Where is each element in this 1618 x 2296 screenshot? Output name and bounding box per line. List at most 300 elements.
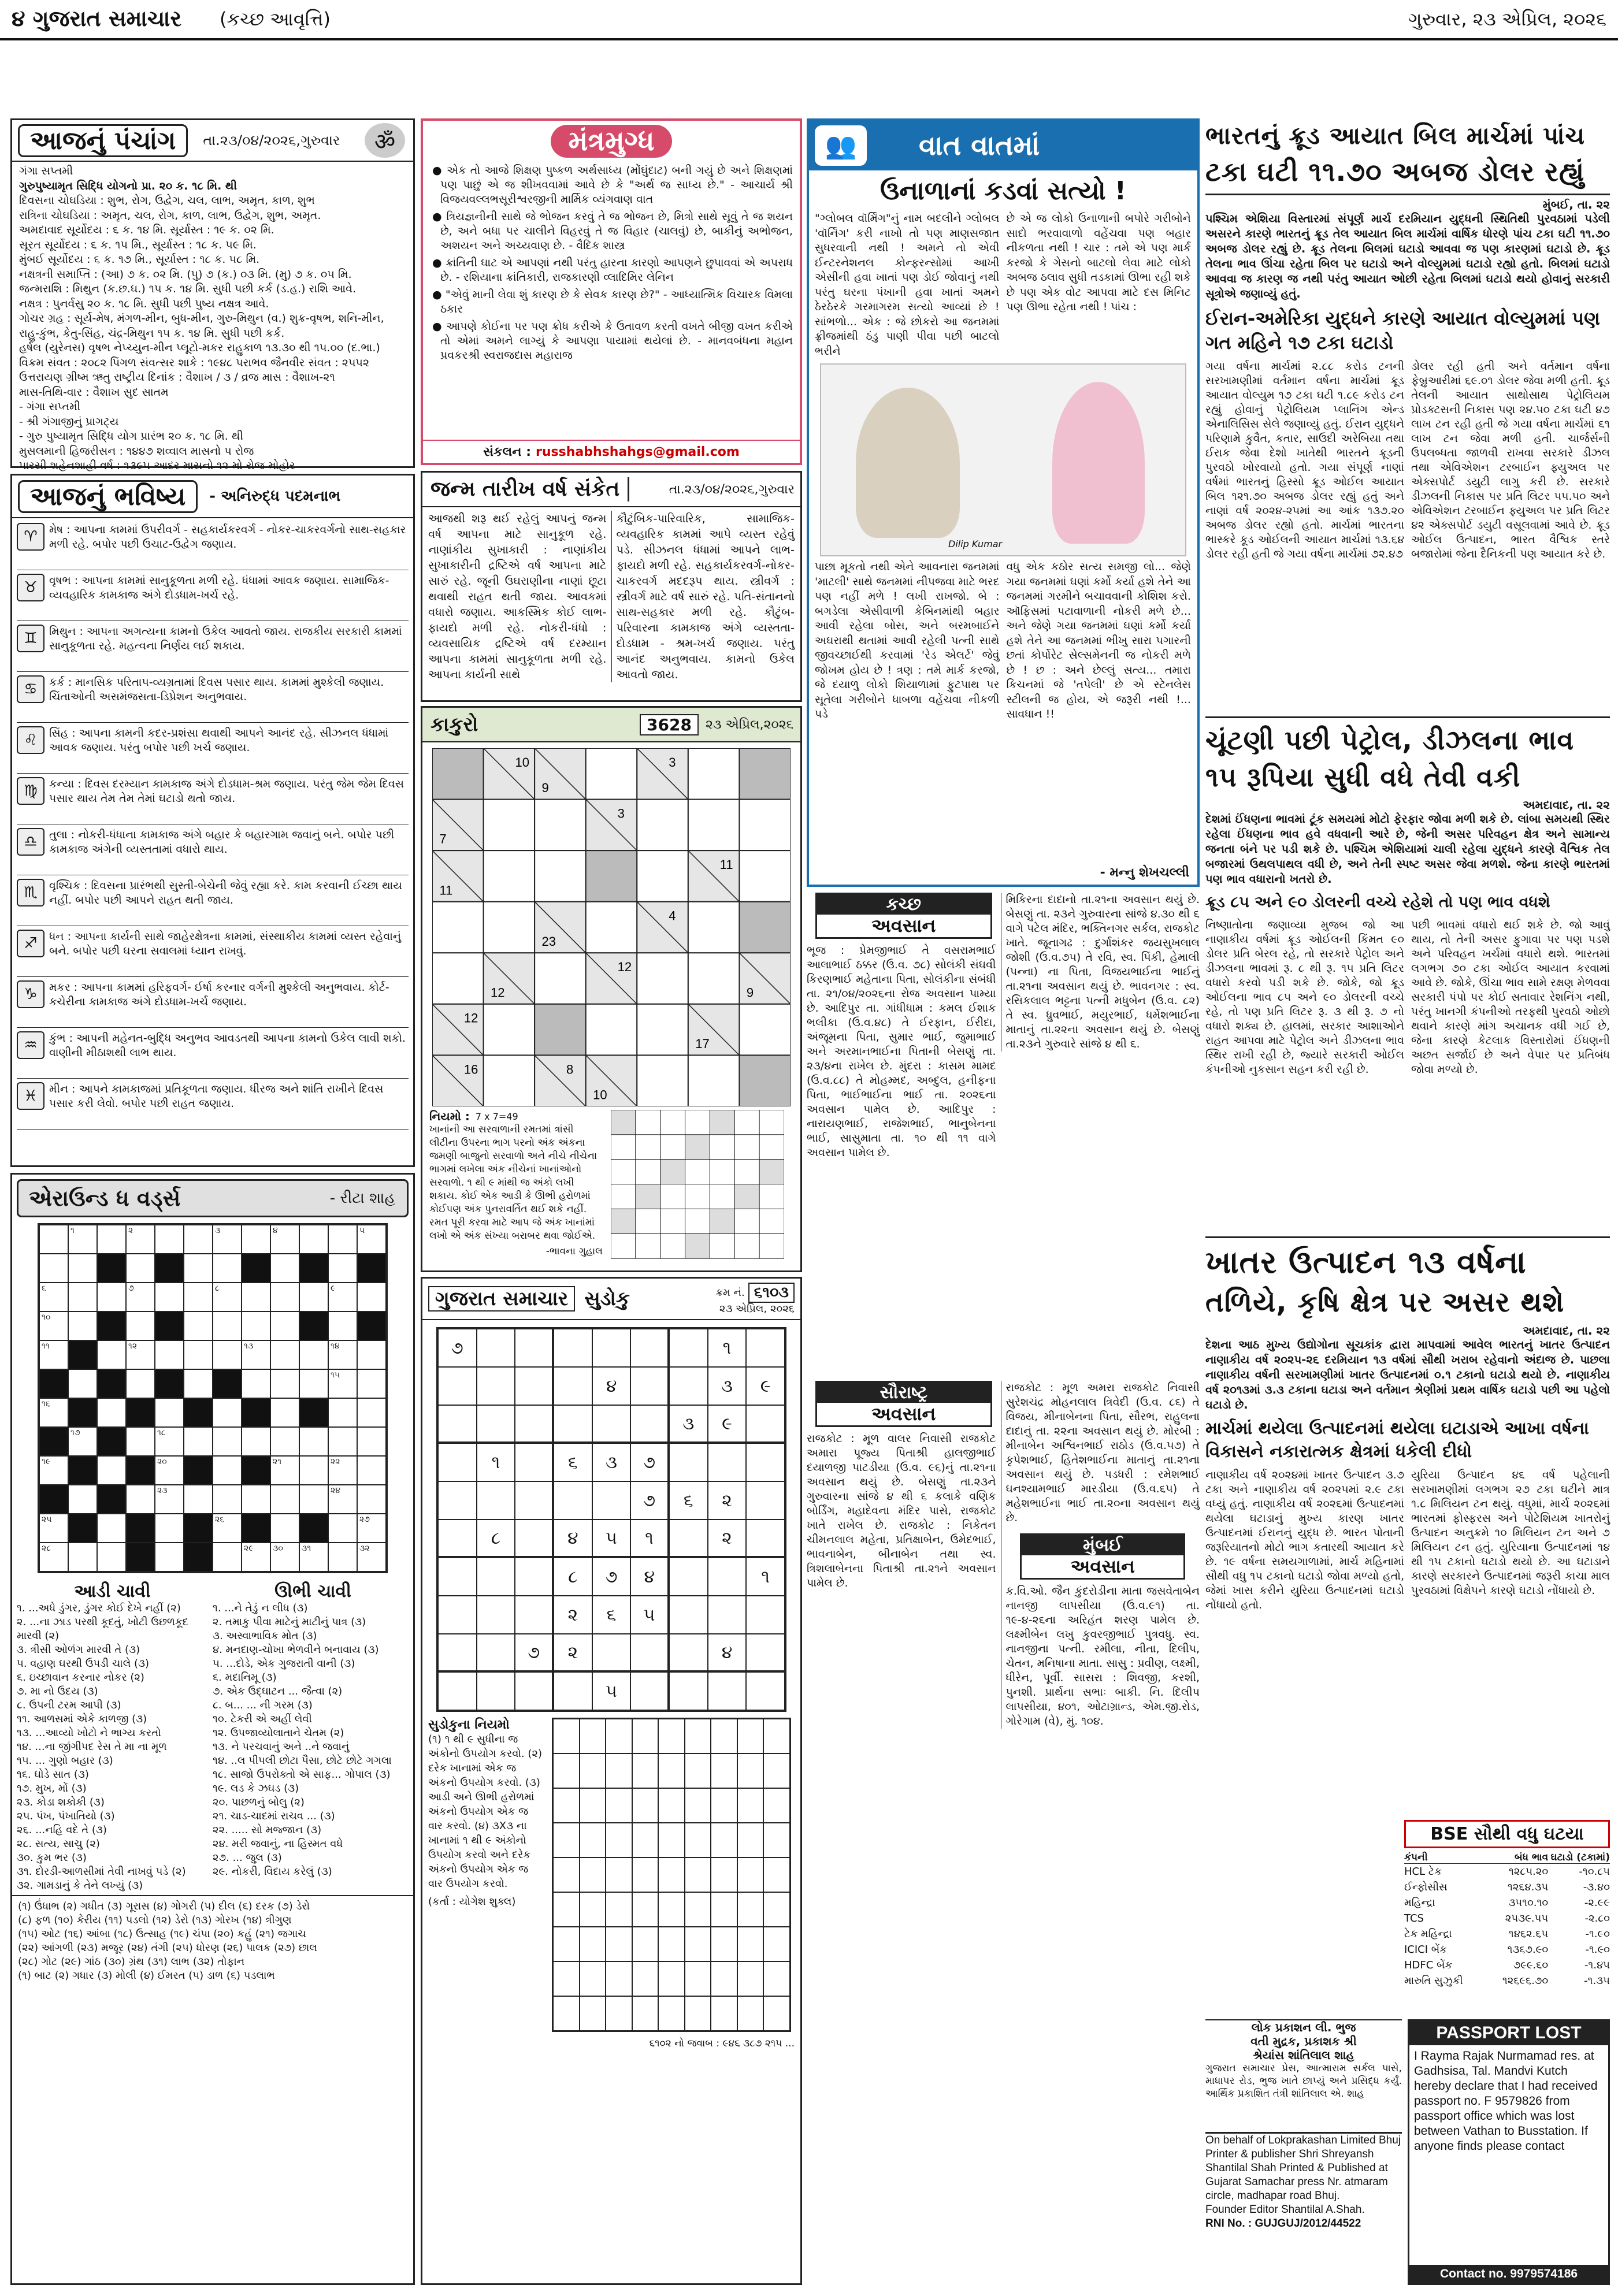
crossword-cell[interactable] — [357, 1543, 386, 1571]
crossword-cell[interactable] — [68, 1312, 97, 1340]
crossword-cell[interactable] — [213, 1340, 242, 1369]
kakuro-cell — [739, 902, 791, 953]
panchang-box — [10, 118, 415, 472]
sudoku-cell[interactable] — [554, 1405, 592, 1443]
sudoku-cell[interactable] — [438, 1405, 477, 1443]
crossword-cell[interactable] — [126, 1254, 155, 1283]
crossword-cell[interactable] — [328, 1312, 357, 1340]
sudoku-answer-cell — [737, 1823, 764, 1857]
crossword-cell[interactable] — [155, 1485, 184, 1514]
sudoku-cell[interactable] — [515, 1443, 554, 1481]
crossword-cell[interactable] — [213, 1312, 242, 1340]
kakuro-cell[interactable] — [586, 748, 637, 800]
crossword-cell[interactable] — [213, 1456, 242, 1485]
kakuro-clue: 10 — [515, 755, 529, 770]
crossword-cell[interactable] — [68, 1485, 97, 1514]
sudoku-cell[interactable] — [592, 1329, 631, 1367]
sudoku-cell[interactable] — [630, 1329, 669, 1367]
sudoku-cell[interactable] — [477, 1558, 515, 1596]
sudoku-cell[interactable] — [630, 1634, 669, 1672]
rashi-icon: ♏ — [17, 879, 44, 906]
cartoon-man — [856, 388, 960, 538]
sudoku-cell[interactable] — [477, 1367, 515, 1405]
kakuro-cell[interactable] — [637, 1055, 688, 1106]
crossword-cell[interactable] — [242, 1312, 270, 1340]
sudoku-cell[interactable]: ૨ — [708, 1519, 747, 1558]
sudoku-cell[interactable] — [746, 1634, 785, 1672]
sudoku-cell[interactable] — [515, 1519, 554, 1558]
kakuro-cell[interactable] — [637, 800, 688, 851]
bse-fall: -૩.૪૦ — [1583, 1881, 1610, 1893]
crossword-cell[interactable] — [184, 1225, 213, 1254]
crossword-cell[interactable] — [68, 1427, 97, 1456]
crossword-cell[interactable] — [184, 1369, 213, 1398]
kakuro-cell[interactable] — [535, 850, 586, 902]
sudoku-answer-cell — [632, 1788, 659, 1823]
crossword-cell[interactable] — [39, 1514, 68, 1543]
mantra-quote: ● ક્રાંતિની ઘાટ એ આપણાં નથી પરંતુ હારના કારણો આપણને છુપાવવાં એ અપરાધ છે. - રશિયાના ક્રાંતિકારી, રાજકારણી વ્લાદિમિર લેનિન — [432, 257, 793, 284]
passport-contact: Contact no. 9979574186 — [1409, 2265, 1608, 2283]
crossword-cell[interactable] — [184, 1312, 213, 1340]
crossword-cell[interactable] — [97, 1283, 126, 1312]
crossword-cell[interactable] — [39, 1254, 68, 1283]
crossword-cell[interactable] — [213, 1283, 242, 1312]
crossword-cell[interactable] — [328, 1369, 357, 1398]
cell-number: ૨૫ — [42, 1515, 52, 1524]
sudoku-cell[interactable]: ૭ — [592, 1558, 631, 1596]
sudoku-cell[interactable]: ૯ — [708, 1405, 747, 1443]
sudoku-cell[interactable]: ૪ — [708, 1634, 747, 1672]
panchang-line: - ગુરુ પુષ્યામૃત સિદ્ધિ યોગ પ્રારંભ ૨૦ ક. ૧૮ મિ. થી — [19, 430, 243, 443]
sudoku-cell[interactable]: ૩ — [592, 1443, 631, 1481]
crossword-cell[interactable] — [68, 1225, 97, 1254]
sudoku-cell[interactable] — [708, 1672, 747, 1710]
kakuro-answer-cell — [685, 1234, 710, 1258]
contact-email[interactable]: russhabhshahgs@gmail.com — [536, 444, 740, 459]
across-clue: ૨૬. ...નહિ વદે તે (૩) — [17, 1824, 107, 1836]
crossword-cell[interactable] — [357, 1225, 386, 1254]
sudoku-cell[interactable] — [477, 1672, 515, 1710]
crossword-cell[interactable] — [242, 1283, 270, 1312]
crossword-cell[interactable] — [357, 1514, 386, 1543]
vaat-icon: 👥 — [815, 125, 867, 166]
sudoku-cell[interactable] — [592, 1405, 631, 1443]
passport-lost-ad — [1408, 2019, 1610, 2285]
crossword-cell[interactable] — [357, 1427, 386, 1456]
kakuro-cell[interactable] — [535, 953, 586, 1004]
sudoku-cell[interactable] — [746, 1405, 785, 1443]
crossword-cell[interactable] — [39, 1225, 68, 1254]
crossword-cell[interactable] — [270, 1514, 299, 1543]
crossword-cell[interactable] — [299, 1369, 328, 1398]
crossword-cell[interactable] — [213, 1485, 242, 1514]
down-clue: ૧. ...ને તેડું ન લીધ (૩) — [213, 1602, 308, 1614]
kakuro-cell[interactable] — [484, 800, 535, 851]
sudoku-cell[interactable]: ૮ — [477, 1519, 515, 1558]
crossword-cell[interactable] — [155, 1427, 184, 1456]
sudoku-answer-cell — [763, 1996, 790, 2031]
crossword-cell[interactable] — [270, 1340, 299, 1369]
cell-number: ૬ — [42, 1284, 46, 1293]
sudoku-cell[interactable] — [438, 1519, 477, 1558]
crossword-cell — [68, 1514, 97, 1543]
crossword-cell[interactable] — [242, 1340, 270, 1369]
kakuro-cell[interactable] — [637, 953, 688, 1004]
crossword-cell[interactable] — [39, 1398, 68, 1427]
crossword-cell[interactable] — [126, 1485, 155, 1514]
sudoku-cell[interactable]: ૧ — [708, 1329, 747, 1367]
crossword-cell[interactable] — [68, 1543, 97, 1571]
sudoku-cell[interactable] — [438, 1672, 477, 1710]
panchang-date: તા.૨૩/૦૪/૨૦૨૬,ગુરુવાર — [203, 132, 340, 148]
crossword-cell[interactable] — [184, 1427, 213, 1456]
sudoku-paper: ગુજરાત સમાચાર — [428, 1286, 575, 1312]
crossword-cell[interactable] — [270, 1254, 299, 1283]
kakuro-cell — [586, 850, 637, 902]
crossword-cell[interactable] — [242, 1427, 270, 1456]
sudoku-cell[interactable] — [746, 1672, 785, 1710]
kakuro-cell[interactable] — [688, 1055, 740, 1106]
crossword-cell[interactable] — [184, 1485, 213, 1514]
sudoku-cell[interactable] — [554, 1329, 592, 1367]
sudoku-cell[interactable] — [438, 1558, 477, 1596]
crossword-cell[interactable] — [213, 1225, 242, 1254]
panchang-line: નક્ષત્ર : પુનર્વસુ ૨૦ ક. ૧૮ મિ. સુધી પછી પુષ્ય નક્ષત્ર આવે. — [19, 297, 269, 310]
crossword-cell — [97, 1427, 126, 1456]
sudoku-cell[interactable] — [592, 1634, 631, 1672]
sudoku-cell[interactable]: ૭ — [630, 1481, 669, 1519]
down-clue: ૬. મદાનિમૂ (૩) — [213, 1671, 277, 1684]
crossword-cell[interactable] — [328, 1485, 357, 1514]
kakuro-cell[interactable] — [688, 953, 740, 1004]
crossword-cell[interactable] — [299, 1456, 328, 1485]
crossword-cell[interactable] — [68, 1283, 97, 1312]
sudoku-cell[interactable]: ૩ — [669, 1405, 708, 1443]
crossword-cell[interactable] — [270, 1312, 299, 1340]
sudoku-cell[interactable] — [592, 1481, 631, 1519]
crossword-cell[interactable] — [39, 1340, 68, 1369]
crossword-cell[interactable] — [126, 1225, 155, 1254]
kakuro-cell[interactable] — [484, 850, 535, 902]
crossword-cell[interactable] — [328, 1283, 357, 1312]
panchang-title: આજનું પંચાંગ — [18, 124, 188, 157]
sudoku-cell[interactable] — [746, 1519, 785, 1558]
kakuro-cell[interactable] — [739, 850, 791, 902]
sudoku-cell[interactable]: ૪ — [592, 1367, 631, 1405]
crossword-cell[interactable] — [213, 1398, 242, 1427]
sudoku-cell[interactable] — [477, 1405, 515, 1443]
panchang-line: દિવસના ચોઘડિયા : શુભ, રોગ, ઉદ્વેગ, ચલ, લાભ, અમૃત, કાળ, શુભ — [19, 194, 315, 207]
crossword-cell[interactable] — [328, 1398, 357, 1427]
sudoku-cell[interactable] — [669, 1367, 708, 1405]
crossword-cell[interactable] — [184, 1283, 213, 1312]
sudoku-cell[interactable]: ૧ — [630, 1519, 669, 1558]
crossword-cell[interactable] — [39, 1456, 68, 1485]
sudoku-answer-cell — [553, 1961, 580, 1996]
sudoku-cell[interactable] — [438, 1596, 477, 1634]
sudoku-cell[interactable] — [515, 1367, 554, 1405]
sudoku-cell[interactable] — [708, 1558, 747, 1596]
crossword-cell[interactable] — [328, 1514, 357, 1543]
sudoku-cell[interactable]: ૨ — [708, 1481, 747, 1519]
answers-line: (૧) બાટ (૨) ગધાર (૩) મોલી (૪) ઈમરત (૫) ડાળ (૬) પડલાભ — [18, 1970, 275, 1982]
vaat-left: "ગ્લોબલ વૉર્મિંગ"નું નામ બદલીને ગ્લોબલ 'વૉર્નિંગ' કરી નાખો તો પણ માણસજાત સુધરવાની નથી ! અમને તો એવી ઈન્ટરનેશનલ કોન્ફરન્સોમાં આખી એસીની હવા ખાતાં પણ ડોઈ જોવાનું નથી પરંતુ ઘરના પંખાની હવા ખાતાં અમને ઠેરઠેરકે ગરમાગરમ સત્યો આવ્યાં છે ! સાંભળો... એક : જે છોકરો આ જનમમાં ફ્રીજમાંથી ઠંડુ પાણી પીવા પછી બાટલો ભરીને — [815, 212, 1000, 358]
kakuro-cell[interactable] — [432, 953, 484, 1004]
sudoku-answer-cell — [553, 1823, 580, 1857]
sudoku-cell[interactable] — [554, 1367, 592, 1405]
sudoku-cell[interactable]: ૪ — [630, 1558, 669, 1596]
bse-company: મહિન્દ્રા — [1404, 1897, 1435, 1909]
sudoku-cell[interactable] — [477, 1481, 515, 1519]
sudoku-answer-cell — [580, 1996, 606, 2031]
sudoku-cell[interactable] — [438, 1481, 477, 1519]
crossword-cell[interactable] — [97, 1456, 126, 1485]
crossword-cell[interactable] — [328, 1427, 357, 1456]
crossword-cell[interactable] — [97, 1514, 126, 1543]
crossword-cell[interactable] — [328, 1543, 357, 1571]
sudoku-cell[interactable] — [515, 1558, 554, 1596]
sudoku-cell[interactable]: ૯ — [746, 1367, 785, 1405]
kakuro-cell[interactable] — [586, 1004, 637, 1056]
crude-subheadline: ઈરાન-અમેરિકા યુદ્ધને કારણે આયાત વોલ્યુમમાં પણ ગત મહિને ૧૭ ટકા ઘટાડો — [1205, 307, 1600, 354]
crossword-cell[interactable] — [155, 1456, 184, 1485]
sudoku-cell[interactable]: ૧ — [746, 1558, 785, 1596]
sudoku-cell[interactable] — [477, 1596, 515, 1634]
sudoku-cell[interactable] — [477, 1329, 515, 1367]
avsan-kutch-region: કચ્છ — [817, 894, 990, 915]
bse-company: ICICI બેંક — [1404, 1944, 1447, 1956]
sudoku-cell[interactable]: ૭ — [515, 1634, 554, 1672]
crossword-cell[interactable] — [357, 1485, 386, 1514]
sudoku-cell[interactable] — [669, 1558, 708, 1596]
crossword-cell[interactable] — [357, 1456, 386, 1485]
crossword-cell[interactable] — [213, 1514, 242, 1543]
kakuro-cell[interactable] — [586, 902, 637, 953]
rashi-item — [17, 824, 409, 875]
sudoku-cell[interactable] — [630, 1367, 669, 1405]
bse-row — [1404, 1957, 1610, 1973]
crossword-cell[interactable] — [97, 1398, 126, 1427]
kakuro-clue: 9 — [541, 781, 549, 796]
crossword-cell[interactable] — [270, 1427, 299, 1456]
crossword-cell[interactable] — [299, 1485, 328, 1514]
crossword-cell[interactable] — [299, 1283, 328, 1312]
kakuro-cell[interactable] — [739, 1004, 791, 1056]
sudoku-cell[interactable]: ૫ — [592, 1519, 631, 1558]
sudoku-cell[interactable] — [515, 1481, 554, 1519]
crossword-cell[interactable] — [126, 1340, 155, 1369]
sudoku-cell[interactable] — [630, 1672, 669, 1710]
crossword-cell[interactable] — [155, 1340, 184, 1369]
rashi-icon: ♉ — [17, 574, 44, 601]
crossword-cell[interactable] — [270, 1398, 299, 1427]
crossword-cell[interactable] — [97, 1225, 126, 1254]
crossword-cell[interactable] — [270, 1456, 299, 1485]
crossword-cell — [184, 1398, 213, 1427]
crossword-cell[interactable] — [270, 1283, 299, 1312]
crossword-cell[interactable] — [213, 1254, 242, 1283]
kakuro-cell[interactable] — [688, 748, 740, 800]
bse-close: ૧૩૬૭.૯૦ — [1507, 1944, 1549, 1956]
panchang-line: હર્ષલ (યુરેનસ) વૃષભ નેપ્ચ્યુન-મીન પ્લૂટો-મકર રાહુકાળ ૧૩.૩૦ થી ૧૫.૦૦ (દ.ભા.) — [19, 341, 380, 354]
crossword-cell[interactable] — [184, 1340, 213, 1369]
crossword-cell[interactable] — [68, 1254, 97, 1283]
crossword-cell[interactable] — [299, 1543, 328, 1571]
sudoku-cell[interactable] — [746, 1481, 785, 1519]
sudoku-cell[interactable] — [477, 1634, 515, 1672]
crossword-cell[interactable] — [97, 1543, 126, 1571]
sudoku-cell[interactable]: ૬ — [669, 1481, 708, 1519]
crossword-cell[interactable] — [299, 1225, 328, 1254]
sudoku-answer-cell — [606, 1719, 632, 1753]
sudoku-answer-cell — [763, 1961, 790, 1996]
kakuro-cell[interactable] — [637, 850, 688, 902]
sudoku-cell[interactable] — [669, 1634, 708, 1672]
petrol-dateline: અમદાવાદ, તા. ૨૨ — [1523, 798, 1610, 812]
crossword-cell[interactable] — [357, 1283, 386, 1312]
crossword-cell[interactable] — [126, 1427, 155, 1456]
crossword-cell[interactable] — [126, 1369, 155, 1398]
sudoku-cell[interactable] — [669, 1596, 708, 1634]
sudoku-answer-cell — [763, 1788, 790, 1823]
across-clue: ૩૦. કુમ ભર (૩) — [17, 1852, 87, 1864]
crossword-cell[interactable] — [328, 1456, 357, 1485]
sudoku-cell[interactable] — [669, 1672, 708, 1710]
crude-body-1: ગયા વર્ષના માર્ચમાં ૨.૮૮ કરોડ ટનની સરખામણીમાં વર્તમાન વર્ષના માર્ચમાં ક્રૂડ આયાત વોલ્યુમ ૧૭ ટકા ઘટી ૧.૮૯ કરોડ ટન રહ્યું હોવાનું પેટ્રોલિયમ પ્લાનિંગ એન્ડ એનાલિસિસ સેલે જણાવ્યું હતું. ઈરાન યુદ્ધને પરિણામે કુવૈત, કતાર, સાઉદી અરેબિયા તથા ઈરાક જેવા દેશો ખાતેથી ભારતને ક્રૂડની પુરવઠો ખોરવાયો હતો. ગયા સંપૂર્ણ નાણાં વર્ષમાં ભારતનું હિસ્સો ક્રૂડ ઓઈલ આયાત બિલ ૧૨૧.૭૦ અબજ ડોલર રહ્યું હતું અને નાણાં વર્ષ ૨૦૨૪-૨૫માં આ આંક ૧૩૭.૨૦ અબજ ડોલર રહ્યો હતો. માર્ચમાં ભારતના ભાસ્કરે કૂડ ઓઈલની આયાત માર્ચમાં ૧૩.૬૪ ડોલર રહી હતી જે ગયા વર્ષના માર્ચમાં ૭૨.૪૭ — [1205, 360, 1404, 560]
sudoku-cell[interactable]: ૩ — [708, 1367, 747, 1405]
crossword-cell[interactable] — [357, 1340, 386, 1369]
sudoku-cell[interactable]: ૬ — [554, 1443, 592, 1481]
cell-number: ૨૬ — [215, 1515, 225, 1524]
crossword-cell[interactable] — [155, 1225, 184, 1254]
crossword-cell[interactable] — [155, 1543, 184, 1571]
sudoku-cell[interactable] — [515, 1329, 554, 1367]
sudoku-cell[interactable]: ૨ — [554, 1634, 592, 1672]
bse-row — [1404, 1864, 1610, 1879]
sudoku-cell[interactable] — [554, 1672, 592, 1710]
down-clue: ૧૨. ઉપજાવ્યોલાતાને ચેતમ (૨) — [213, 1727, 344, 1739]
kakuro-cell[interactable] — [484, 1004, 535, 1056]
crossword-cell[interactable] — [242, 1369, 270, 1398]
sudoku-cell[interactable]: ૧ — [477, 1443, 515, 1481]
crossword-cell[interactable] — [155, 1398, 184, 1427]
sudoku-cell[interactable]: ૪ — [554, 1519, 592, 1558]
crossword-cell[interactable] — [242, 1225, 270, 1254]
sudoku-cell[interactable] — [630, 1405, 669, 1443]
crossword-cell[interactable] — [270, 1369, 299, 1398]
kakuro-cell[interactable] — [688, 902, 740, 953]
crossword-cell[interactable] — [39, 1312, 68, 1340]
crossword-cell[interactable] — [242, 1543, 270, 1571]
crossword-cell[interactable] — [328, 1225, 357, 1254]
sudoku-cell[interactable]: ૮ — [554, 1558, 592, 1596]
crossword-cell[interactable] — [155, 1514, 184, 1543]
sudoku-cell[interactable] — [515, 1405, 554, 1443]
sudoku-answer-cell — [632, 1753, 659, 1788]
rashi-item — [17, 977, 409, 1028]
crossword-cell[interactable] — [213, 1543, 242, 1571]
sudoku-cell[interactable]: ૫ — [592, 1672, 631, 1710]
kakuro-answer-cell — [759, 1184, 784, 1209]
crossword-cell[interactable] — [357, 1398, 386, 1427]
bhavishya-list — [12, 518, 413, 1131]
crossword-cell[interactable] — [270, 1543, 299, 1571]
crossword-cell[interactable] — [126, 1312, 155, 1340]
kakuro-answer-cell — [734, 1135, 759, 1160]
kakuro-cell[interactable] — [484, 1055, 535, 1106]
crossword-cell[interactable] — [270, 1485, 299, 1514]
sudoku-cell[interactable] — [708, 1596, 747, 1634]
panchang-line: વિક્રમ સંવત : ૨૦૮૨ પિંગળ સંવત્સર શાકે : ૧૯૪૮ પરાભવ જૈનવીર સંવત : ૨૫૫૨ — [19, 356, 370, 369]
sudoku-cell[interactable] — [438, 1443, 477, 1481]
sudoku-cell[interactable] — [438, 1634, 477, 1672]
sudoku-cell[interactable] — [515, 1596, 554, 1634]
crossword-cell[interactable] — [68, 1369, 97, 1398]
crossword-cell[interactable] — [328, 1340, 357, 1369]
sudoku-cell[interactable] — [746, 1329, 785, 1367]
crossword-cell[interactable] — [299, 1340, 328, 1369]
kakuro-number: 3628 — [640, 714, 699, 735]
mumbai-title: મુંબઈ — [1022, 1535, 1183, 1555]
sudoku-cell[interactable] — [746, 1443, 785, 1481]
crossword-cell[interactable] — [39, 1543, 68, 1571]
sudoku-cell[interactable] — [669, 1519, 708, 1558]
crossword-cell[interactable] — [357, 1369, 386, 1398]
crossword-cell[interactable] — [184, 1254, 213, 1283]
sudoku-cell[interactable] — [438, 1367, 477, 1405]
crossword-cell[interactable] — [97, 1340, 126, 1369]
sudoku-cell[interactable] — [746, 1596, 785, 1634]
crossword-cell[interactable] — [242, 1485, 270, 1514]
sudoku-cell[interactable]: ૭ — [630, 1443, 669, 1481]
sudoku-cell[interactable]: ૨ — [554, 1596, 592, 1634]
sudoku-cell[interactable] — [708, 1443, 747, 1481]
imprint-text: On behalf of Lokprakashan Limited Bhuj Printer & publisher Shri Shreyansh Shantilal Shah Printed & Published at Gujarat Samachar press Nr. atmaram circle, madhapar road Bhuj. — [1205, 2134, 1401, 2202]
crossword-cell[interactable] — [299, 1427, 328, 1456]
crossword-cell — [299, 1514, 328, 1543]
kakuro-answer-cell — [660, 1209, 685, 1234]
kakuro-cell[interactable] — [739, 800, 791, 851]
cell-number: ૧૭ — [70, 1428, 80, 1437]
crossword-cell[interactable] — [270, 1225, 299, 1254]
kakuro-cell[interactable] — [535, 800, 586, 851]
rashi-icon: ♓ — [17, 1082, 44, 1110]
crossword-cell — [126, 1514, 155, 1543]
crossword-cell[interactable] — [155, 1283, 184, 1312]
mantra-quote: ● "એવું માની લેવા શું કારણ છે કે સેવક કારણ છે?" - આધ્યાત્મિક વિચારક વિમલા ઠકાર — [432, 288, 793, 315]
sudoku-cell[interactable] — [515, 1672, 554, 1710]
crossword-cell[interactable] — [39, 1283, 68, 1312]
sudoku-cell[interactable] — [669, 1443, 708, 1481]
sudoku-cell[interactable]: ૬ — [592, 1596, 631, 1634]
vaat-lower-left: પાછા મૂકતો નથી એને આવનારા જનમમાં 'માટલી' સાથે જનમમાં નીપજવા માટે ભરદ પણ નહીં મળે ! લખી રાખજો. બે : બગડેલા એસીવાળી કેબિનમાંથી બહાર આવી રહેલા બોસ, અને બરમબાઈને અઘરાથી થતામાં આવી રહેલી પત્ની સાથે જીવચ્છાઈથી કરવામાં 'રેડ એલર્ટ' જેવું જોખમ હોય છે ! ત્રણ : તમે માર્ક કરજો, જે દયાળુ લોકો શિયાળામાં ફુટપાથ પર સૂતેલા ગરીબોને ધાબળા વહેંચવા નીકળી પડે — [815, 560, 1000, 720]
sudoku-cell[interactable] — [554, 1481, 592, 1519]
kakuro-cell[interactable] — [637, 1004, 688, 1056]
crossword-cell[interactable] — [213, 1427, 242, 1456]
kakuro-cell[interactable] — [432, 902, 484, 953]
cell-number: ૨૨ — [331, 1457, 340, 1466]
crossword-cell[interactable] — [328, 1254, 357, 1283]
kakuro-cell[interactable] — [688, 800, 740, 851]
sudoku-cell[interactable]: ૭ — [438, 1329, 477, 1367]
sudoku-cell[interactable]: ૫ — [630, 1596, 669, 1634]
crossword-cell — [39, 1485, 68, 1514]
cell-number: ૧૩ — [244, 1342, 254, 1351]
panchang-lines — [12, 162, 413, 476]
sudoku-cell[interactable] — [669, 1329, 708, 1367]
kakuro-cell[interactable] — [484, 902, 535, 953]
crossword-cell[interactable] — [126, 1283, 155, 1312]
